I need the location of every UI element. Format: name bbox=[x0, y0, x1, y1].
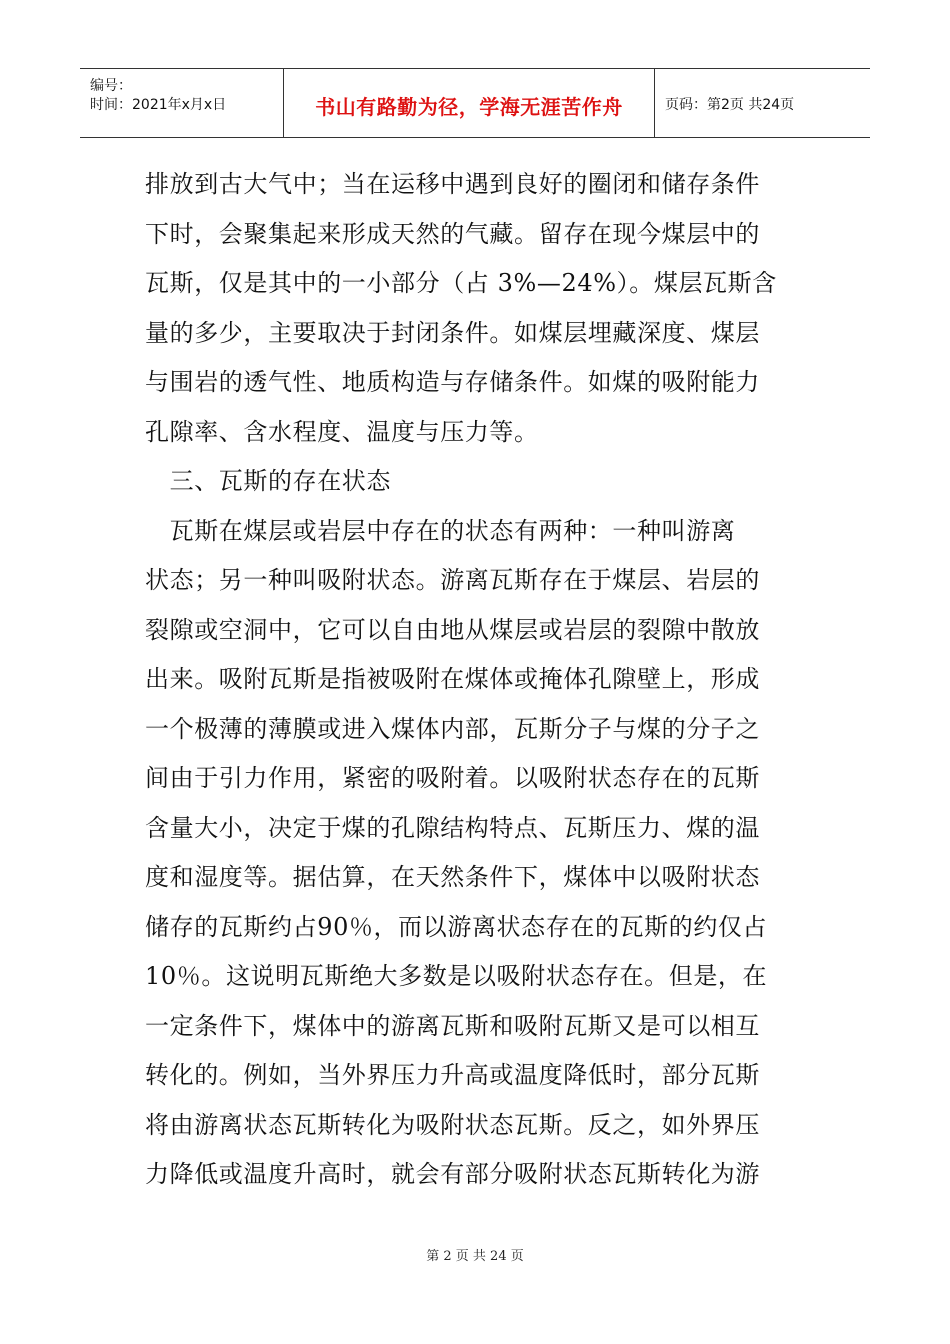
body-line: 10％。这说明瓦斯绝大多数是以吸附状态存在。但是，在 bbox=[145, 962, 768, 990]
document-body bbox=[145, 160, 815, 1200]
body-line: 与围岩的透气性、地质构造与存储条件。如煤的吸附能力 bbox=[145, 368, 760, 396]
body-line: 一个极薄的薄膜或进入煤体内部，瓦斯分子与煤的分子之 bbox=[145, 714, 760, 743]
body-line: 裂隙或空洞中，它可以自由地从煤层或岩层的裂隙中散放 bbox=[145, 615, 760, 644]
header-page-cell bbox=[655, 69, 870, 137]
document-number-label: 编号： bbox=[90, 78, 132, 94]
body-line: 出来。吸附瓦斯是指被吸附在煤体或掩体孔隙壁上，形成 bbox=[145, 665, 760, 693]
body-line: 力降低或温度升高时，就会有部分吸附状态瓦斯转化为游 bbox=[145, 1160, 760, 1188]
body-line: 间由于引力作用，紧密的吸附着。以吸附状态存在的瓦斯 bbox=[145, 764, 760, 792]
body-line: 储存的瓦斯约占90％，而以游离状态存在的瓦斯的约仅占 bbox=[145, 912, 768, 941]
body-line: 转化的。例如，当外界压力升高或温度降低时，部分瓦斯 bbox=[145, 1061, 760, 1089]
body-line: 孔隙率、含水程度、温度与压力等。 bbox=[145, 417, 539, 446]
body-line: 将由游离状态瓦斯转化为吸附状态瓦斯。反之，如外界压 bbox=[145, 1110, 760, 1139]
body-line: 瓦斯，仅是其中的一小部分（占 3%—24%）。煤层瓦斯含 bbox=[145, 269, 777, 297]
body-line: 瓦斯在煤层或岩层中存在的状态有两种：一种叫游离 bbox=[145, 516, 736, 545]
page-header bbox=[80, 68, 870, 138]
section-heading: 三、瓦斯的存在状态 bbox=[145, 467, 391, 495]
header-slogan-cell bbox=[284, 69, 655, 137]
body-line: 下时，会聚集起来形成天然的气藏。留存在现今煤层中的 bbox=[145, 219, 760, 248]
body-line: 量的多少，主要取决于封闭条件。如煤层埋藏深度、煤层 bbox=[145, 318, 760, 347]
page-footer: 第 2 页 共 24 页 bbox=[426, 1249, 524, 1264]
body-line: 状态；另一种叫吸附状态。游离瓦斯存在于煤层、岩层的 bbox=[145, 566, 760, 594]
header-meta-cell bbox=[80, 69, 284, 137]
body-line: 一定条件下，煤体中的游离瓦斯和吸附瓦斯又是可以相互 bbox=[145, 1011, 760, 1040]
document-date-label: 时间：2021年x月x日 bbox=[90, 97, 227, 113]
body-line: 排放到古大气中；当在运移中遇到良好的圈闭和储存条件 bbox=[145, 170, 760, 198]
header-slogan: 书山有路勤为径，学海无涯苦作舟 bbox=[315, 95, 623, 119]
body-line: 含量大小，决定于煤的孔隙结构特点、瓦斯压力、煤的温 bbox=[145, 813, 760, 842]
body-line: 度和湿度等。据估算，在天然条件下，煤体中以吸附状态 bbox=[145, 863, 760, 891]
header-page-info: 页码：第2页 共24页 bbox=[665, 97, 795, 113]
